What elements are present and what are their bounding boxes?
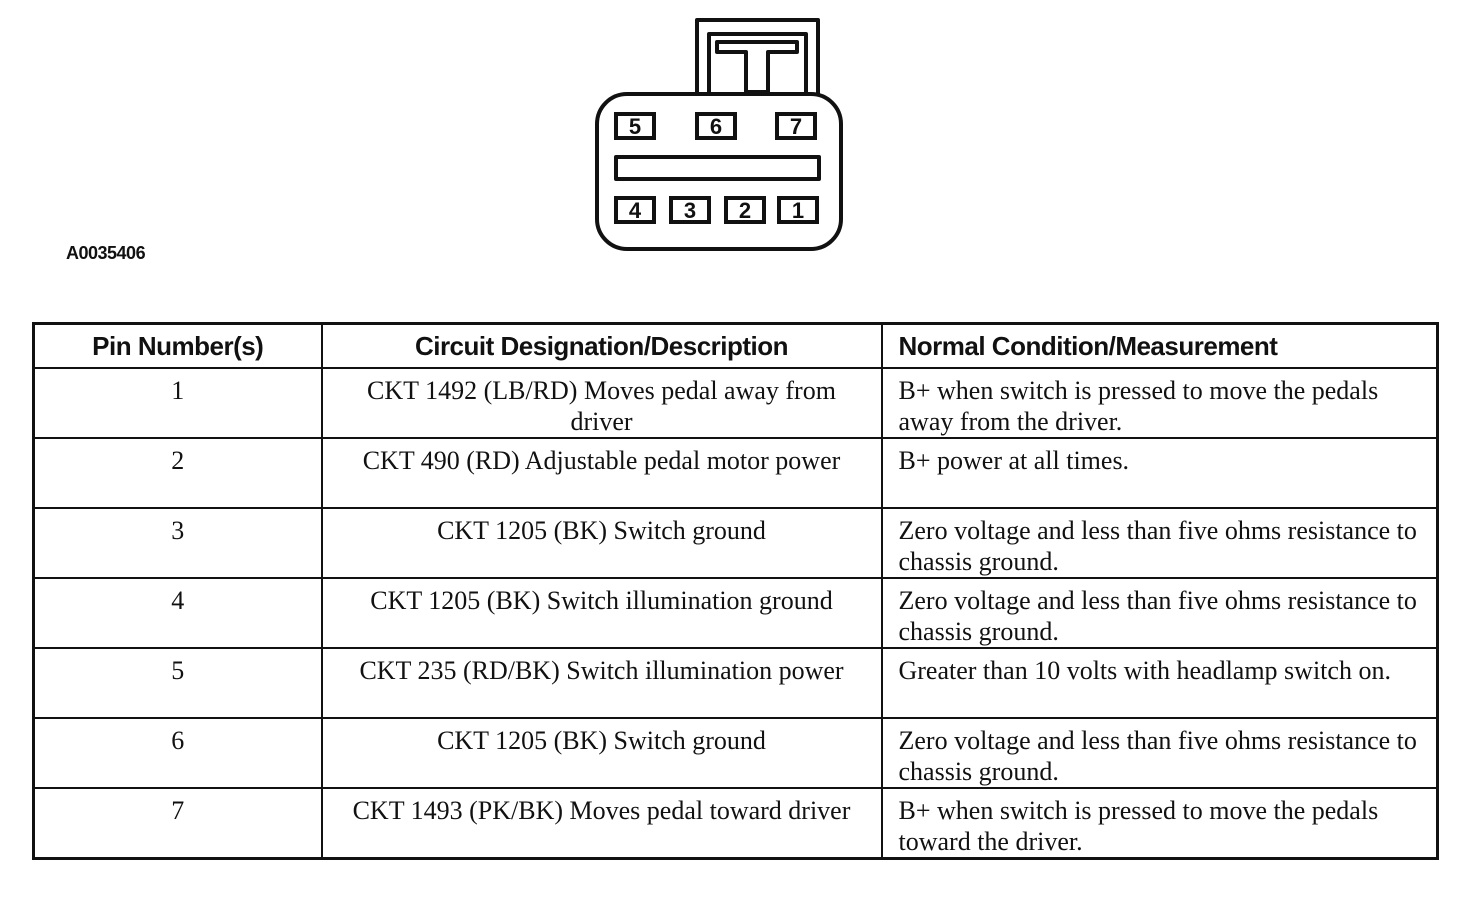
condition-cell: Zero voltage and less than five ohms resistance to chassis ground.: [882, 578, 1438, 648]
pin-label-4: 4: [628, 198, 642, 223]
table-row: [34, 438, 1438, 508]
condition-cell: B+ when switch is pressed to move the pedals toward the driver.: [882, 788, 1438, 859]
circuit-description-cell: CKT 490 (RD) Adjustable pedal motor power: [322, 438, 882, 508]
table-row: [34, 368, 1438, 438]
figure-id: A0035406: [66, 243, 146, 263]
condition-cell: B+ power at all times.: [882, 438, 1438, 508]
pin-table: [32, 322, 1439, 860]
circuit-description-cell: CKT 1205 (BK) Switch ground: [322, 508, 882, 578]
pin-label-5: 5: [628, 114, 642, 139]
connector-latch-tab: [717, 42, 797, 92]
connector-diagram: [0, 0, 1472, 260]
table-row: [34, 578, 1438, 648]
table-row: [34, 648, 1438, 718]
condition-cell: B+ when switch is pressed to move the pedals away from the driver.: [882, 368, 1438, 438]
pin-label-6: 6: [709, 114, 723, 139]
circuit-description-cell: CKT 1205 (BK) Switch illumination ground: [322, 578, 882, 648]
circuit-description-cell: CKT 1493 (PK/BK) Moves pedal toward driver: [322, 788, 882, 859]
circuit-description-cell: CKT 1492 (LB/RD) Moves pedal away from driver: [322, 368, 882, 438]
table-row: [34, 788, 1438, 859]
condition-cell: Zero voltage and less than five ohms resistance to chassis ground.: [882, 508, 1438, 578]
condition-cell: Greater than 10 volts with headlamp switch on.: [882, 648, 1438, 718]
pin-label-2: 2: [738, 198, 752, 223]
pin-label-1: 1: [791, 198, 805, 223]
connector-key-slot: [616, 157, 819, 179]
header-normal-condition: Normal Condition/Measurement: [882, 324, 1438, 369]
pin-number-cell: 2: [34, 438, 322, 508]
pin-number-cell: 5: [34, 648, 322, 718]
circuit-description-cell: CKT 1205 (BK) Switch ground: [322, 718, 882, 788]
connector-latch-outer: [697, 20, 818, 96]
pin-number-cell: 4: [34, 578, 322, 648]
pin-label-3: 3: [683, 198, 697, 223]
pin-number-cell: 3: [34, 508, 322, 578]
header-circuit-designation: Circuit Designation/Description: [322, 324, 882, 369]
table-row: [34, 718, 1438, 788]
table-header-row: [34, 324, 1438, 369]
circuit-description-cell: CKT 235 (RD/BK) Switch illumination power: [322, 648, 882, 718]
pin-label-7: 7: [789, 114, 803, 139]
table-row: [34, 508, 1438, 578]
condition-cell: Zero voltage and less than five ohms resistance to chassis ground.: [882, 718, 1438, 788]
pin-number-cell: 1: [34, 368, 322, 438]
header-pin-numbers: Pin Number(s): [34, 324, 322, 369]
pin-number-cell: 6: [34, 718, 322, 788]
pin-number-cell: 7: [34, 788, 322, 859]
